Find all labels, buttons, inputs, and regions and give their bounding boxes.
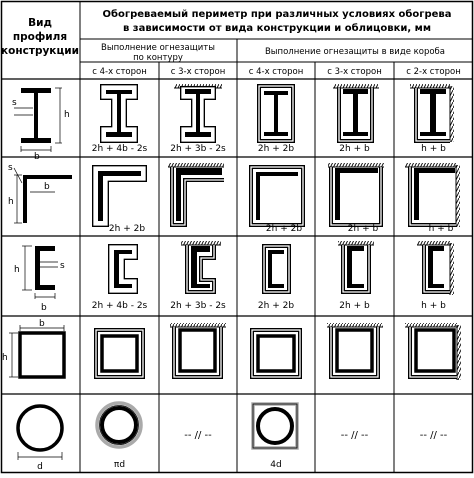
dim-d-label: d [37,462,43,472]
side-label-2: с 3-х сторон [170,67,226,77]
formula: 2h + 2b [108,224,146,234]
formula: 2h + 4b - 2s [91,301,148,311]
angle-contour-3-icon [168,163,224,225]
channel-box-4-icon [264,246,289,292]
i-beam-contour-4-icon [102,86,136,141]
formula: πd [113,460,126,470]
i-beam-contour-3-icon [174,84,222,141]
side-label-3: с 4-х сторон [248,67,304,77]
formula: -- // -- [184,430,212,441]
i-beam-box-2-icon [410,84,454,142]
dim-b-label: b [39,319,45,329]
round-tube-box-4-icon [253,404,297,448]
formula: 2h + 2b [265,224,303,234]
rect-tube-box-2-icon [405,323,461,380]
channel-contour-3-icon [181,241,221,292]
formula: 2h + 3b - 2s [170,144,226,154]
formula: 2h + b [347,224,379,234]
box-group-label: Выполнение огнезащиты в виде короба [264,47,446,57]
dim-b-label: b [34,152,40,162]
dim-h-label: h [14,265,20,275]
dim-h-label: h [2,353,8,363]
dim-s-label: s [60,261,65,271]
side-label-1: с 4-х сторон [92,67,147,77]
row-angle [8,163,460,234]
dim-h-label: h [8,197,14,207]
dim-s-label: s [8,163,13,173]
formula: h + b [421,144,446,154]
channel-box-3-icon [338,241,374,292]
formula: 2h + 3b - 2s [170,301,226,311]
dim-s-label: s [12,98,17,108]
profile-type-line-1: Вид [28,17,52,29]
rect-tube-profile-icon [2,319,64,377]
angle-box-4-icon [251,167,303,225]
header [1,8,461,77]
dim-h-label: h [64,110,70,120]
angle-profile-icon [8,163,72,223]
round-tube-profile-icon [18,406,62,472]
formula: h + b [428,224,454,234]
angle-contour-4-icon [94,167,145,225]
formula: 2h + 2b [257,301,295,311]
round-tube-contour-4-icon [97,403,141,447]
formula: 2h + 4b - 2s [91,144,148,154]
row-i-beam [12,84,454,162]
side-label-5: с 2-х сторон [406,67,461,77]
channel-contour-4-icon [110,246,136,292]
row-rect-tube [2,319,461,380]
formula: -- // -- [419,430,448,441]
rect-tube-contour-4-icon [96,330,143,377]
formula: h + b [421,301,446,311]
main-title-line-1: Обогреваемый периметр при различных условиях обогрева [102,9,452,20]
angle-box-2-icon [405,163,460,227]
channel-profile-icon [14,246,65,313]
i-beam-box-3-icon [333,84,379,141]
contour-group-line-2: по контуру [133,53,183,63]
dim-b-label: b [44,182,50,192]
side-label-4: с 3-х сторон [327,67,382,77]
formula: 2h + 2b [257,144,295,154]
channel-box-2-icon [417,241,454,295]
profile-type-line-3: конструкции [1,45,79,57]
formula: 4d [270,460,282,470]
table-grid [1,1,473,473]
i-beam-box-4-icon [259,86,293,141]
angle-box-3-icon [328,163,384,225]
contour-group-line-1: Выполнение огнезащиты [101,43,215,53]
formula: 2h + b [339,301,370,311]
rect-tube-box-4-icon [252,330,300,377]
rect-tube-box-3-icon [327,323,383,377]
main-title-line-2: в зависимости от вида конструкции и облицовки, мм [122,23,432,34]
dim-b-label: b [41,303,47,313]
formula: 2h + b [339,144,370,154]
rect-tube-contour-3-icon [170,323,226,377]
formula: -- // -- [340,430,369,441]
row-round-tube [18,403,448,472]
profile-type-line-2: профиля [12,31,68,43]
i-beam-profile-icon [12,88,70,162]
